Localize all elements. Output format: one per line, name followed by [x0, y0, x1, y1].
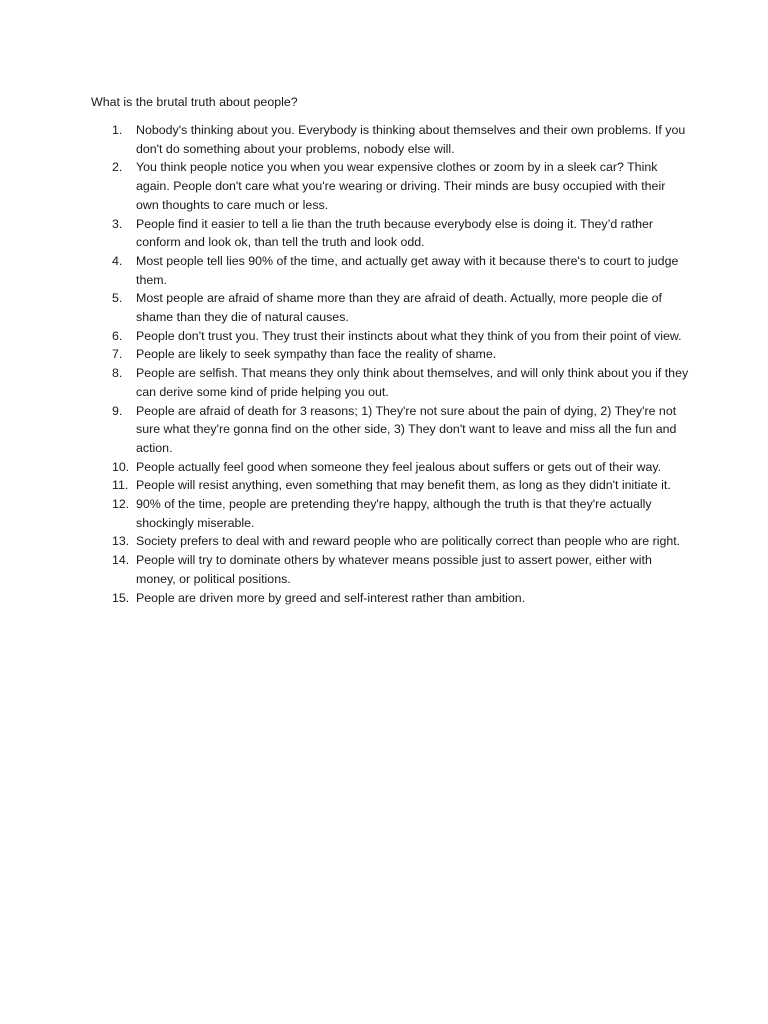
list-item: [91, 476, 691, 495]
list-item-number: 8.: [112, 366, 123, 381]
list-item-number: 11.: [112, 478, 129, 493]
list-item: [91, 215, 691, 252]
list-item-text: People are driven more by greed and self-interest rather than ambition.: [136, 590, 526, 605]
list-item: [91, 589, 691, 608]
list-item-number: 7.: [112, 347, 123, 362]
list-item-text: People are likely to seek sympathy than face the reality of shame.: [136, 347, 497, 362]
list-item-text: People will try to dominate others by whatever means possible just to assert power, either with money, or political positions.: [136, 553, 652, 586]
list-item-number: 15.: [112, 590, 130, 605]
list-item-text: People will resist anything, even something that may benefit them, as long as they didn't initiate it.: [136, 478, 671, 493]
list-item-number: 10.: [112, 459, 130, 474]
list-item: [91, 289, 691, 326]
list-item-number: 3.: [112, 216, 123, 231]
list-item-text: Most people tell lies 90% of the time, and actually get away with it because there's to court to judge them.: [136, 253, 679, 287]
list-item-text: People are selfish. That means they only think about themselves, and will only think about you if they can derive some kind of pride helping you out.: [136, 366, 689, 399]
document-title: What is the brutal truth about people?: [91, 95, 298, 109]
list-item: [91, 402, 691, 458]
list-item-text: People actually feel good when someone they feel jealous about suffers or gets out of their way.: [136, 459, 662, 474]
list-item-number: 6.: [112, 328, 123, 343]
list-item: [91, 158, 691, 214]
list-item-text: People don't trust you. They trust their instincts about what they think of you from their point of view.: [136, 328, 682, 343]
list-item: [91, 345, 691, 364]
list-item: [91, 458, 691, 477]
list-item-number: 1.: [112, 123, 123, 137]
list-item-text: Nobody's thinking about you. Everybody is thinking about themselves and their own problems. If you don't do something about your problems, nobody else will.: [136, 123, 686, 156]
list-item-text: Most people are afraid of shame more than they are afraid of death. Actually, more people die of shame than they die of natural causes.: [136, 291, 662, 325]
list-item-number: 5.: [112, 291, 123, 306]
list-item: [91, 551, 691, 588]
list-item: [91, 252, 691, 289]
list-item-text: You think people notice you when you wear expensive clothes or zoom by in a sleek car? Think again. People don't care what you're wearing or driving. Their minds are busy occupied with their own thoughts to care much or less.: [136, 160, 666, 212]
list-item: [91, 121, 691, 158]
list-item-number: 12.: [112, 497, 130, 512]
list-item-number: 13.: [112, 534, 130, 549]
list-item-number: 2.: [112, 160, 123, 175]
list-item: [91, 495, 691, 532]
list-item-number: 4.: [112, 253, 123, 268]
list-item-text: People find it easier to tell a lie than the truth because everybody else is doing it. They’d rather conform and look ok, than tell the truth and look odd.: [136, 216, 654, 250]
list-item-number: 9.: [112, 403, 123, 418]
list-item-number: 14.: [112, 553, 130, 568]
list-item-text: 90% of the time, people are pretending they're happy, although the truth is that they're actually shockingly miserable.: [136, 497, 652, 530]
list-item: [91, 364, 691, 401]
list-item: [91, 532, 691, 551]
numbered-list: [91, 121, 691, 607]
list-item-text: People are afraid of death for 3 reasons; 1) They're not sure about the pain of dying, 2) They're not sure what they're gonna find on the other side, 3) They don't want to leave and miss all the fun and action.: [136, 403, 677, 455]
list-item-text: Society prefers to deal with and reward people who are politically correct than people who are right.: [136, 534, 681, 549]
list-item: [91, 327, 691, 346]
